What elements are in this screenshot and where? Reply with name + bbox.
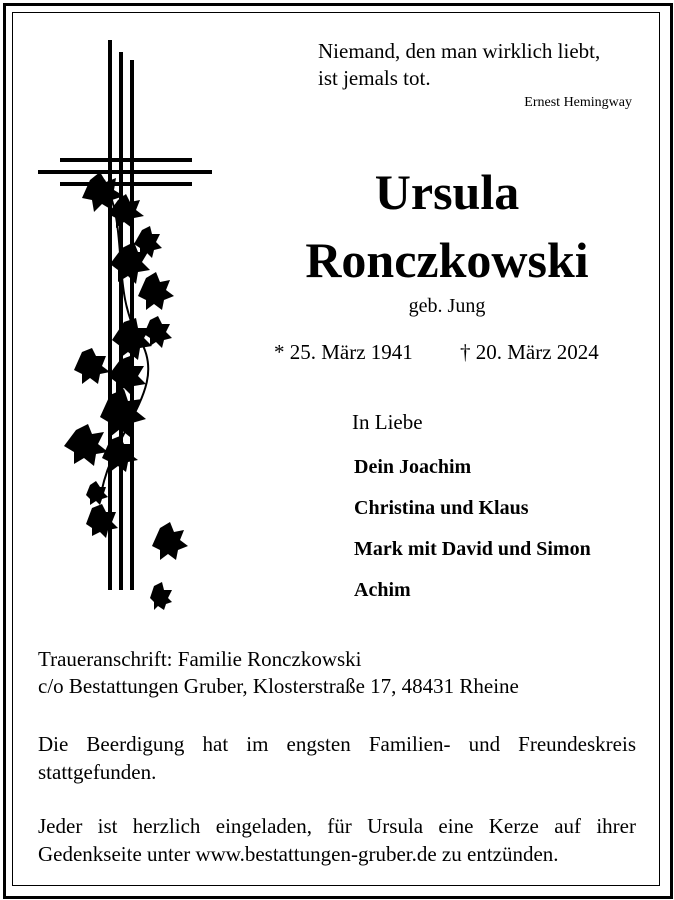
quote-author: Ernest Hemingway (524, 95, 632, 110)
quote-line-1: Niemand, den man wirklich liebt, (318, 39, 601, 63)
address-line-1: Traueranschrift: Familie Ronczkowski (38, 647, 362, 671)
mourner-name: Dein Joachim (354, 456, 472, 478)
quote (318, 38, 600, 92)
mourners-intro: In Liebe (352, 410, 423, 434)
funeral-note: Die Beerdigung hat im engsten Familien- und Freundeskreis stattgefunden. (38, 732, 636, 784)
quote-line-2: ist jemals tot. (318, 66, 431, 90)
mourner-name: Christina und Klaus (354, 497, 529, 519)
mourning-address (38, 646, 519, 700)
death-date: † 20. März 2024 (460, 340, 599, 364)
mourners-list (354, 455, 591, 619)
maiden-name: geb. Jung (408, 295, 486, 317)
address-line-2: c/o Bestattungen Gruber, Klosterstraße 17, 48431 Rheine (38, 674, 519, 698)
last-name: Ronczkowski (305, 232, 589, 288)
candle-note: Jeder ist herzlich eingeladen, für Ursula eine Kerze auf ihrer Gedenkseite unter www.bestattungen-gruber.de zu entzünden. (38, 814, 636, 866)
cross-with-ivy-icon (30, 30, 230, 610)
mourner-name: Mark mit David und Simon (354, 538, 591, 560)
first-name: Ursula (374, 164, 520, 220)
mourner-name: Achim (354, 579, 411, 601)
birth-date: * 25. März 1941 (274, 340, 413, 364)
